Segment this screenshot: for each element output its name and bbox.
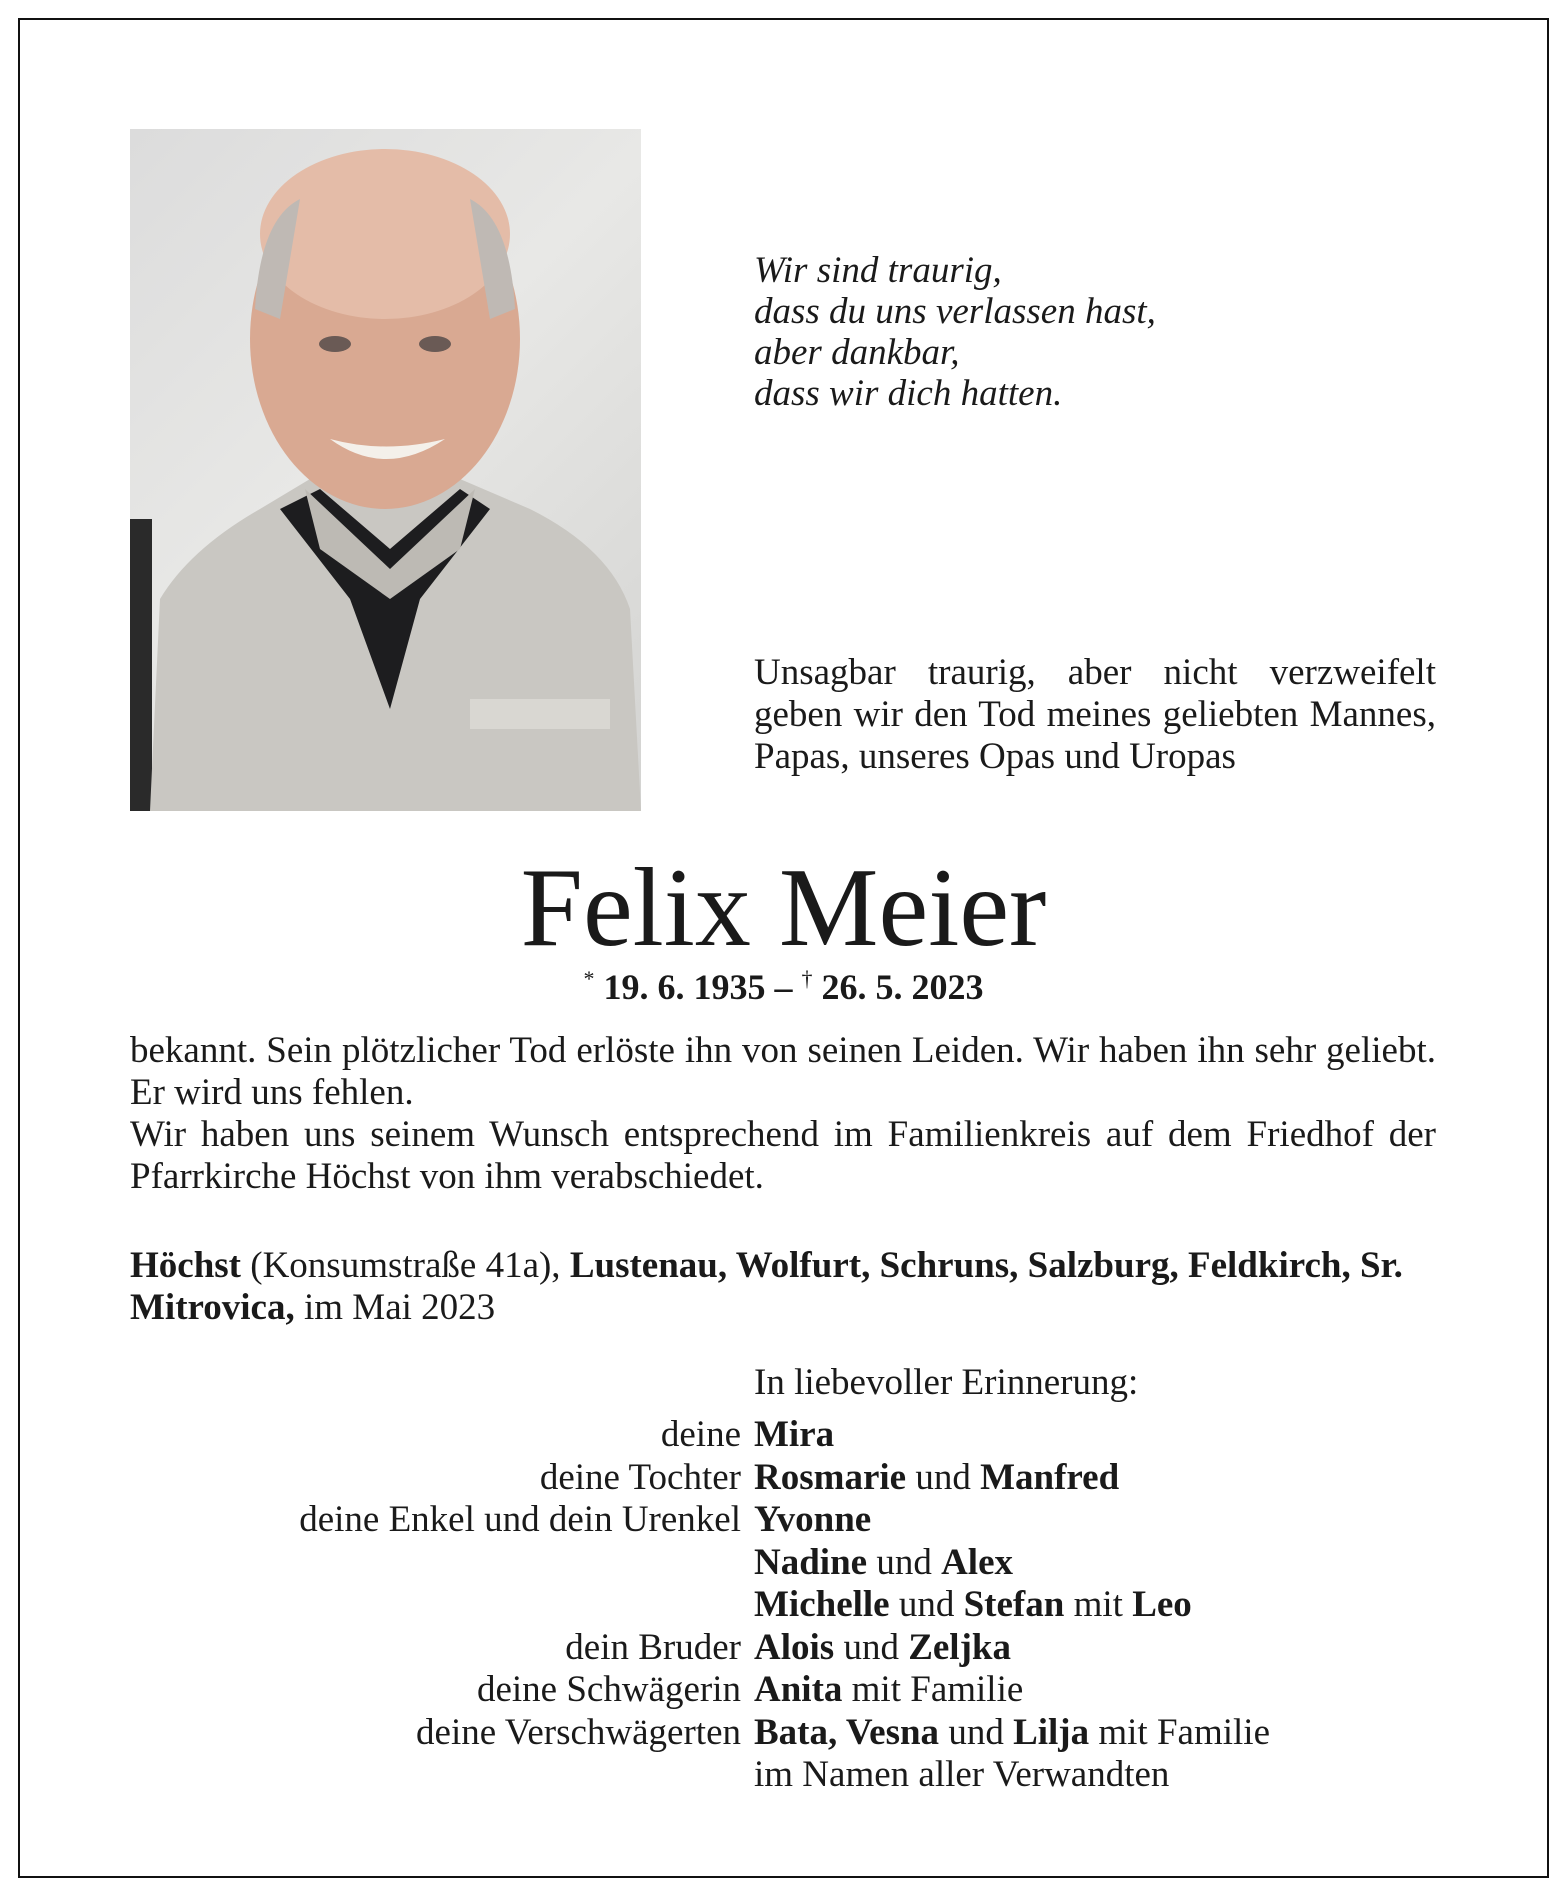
- mourner-relation: [130, 1584, 754, 1627]
- mourner-name: Stefan: [963, 1584, 1065, 1625]
- body-paragraph: bekannt. Sein plötzlicher Tod erlöste ihn von seinen Leiden. Wir haben ihn sehr geliebt. Er wird uns fehlen.: [130, 1030, 1436, 1113]
- mourner-row: [130, 1754, 1436, 1797]
- mourner-connector: und: [867, 1541, 942, 1583]
- portrait-photo: [130, 129, 641, 811]
- memorial-quote: [754, 250, 1156, 414]
- mourner-connector: mit Familie: [842, 1669, 1024, 1710]
- mourner-relation: deine Schwägerin: [476, 1669, 741, 1710]
- death-symbol: †: [801, 966, 813, 991]
- mourner-names: [754, 1669, 1436, 1712]
- quote-line: dass du uns verlassen hast,: [754, 291, 1156, 332]
- mourner-names: [754, 1627, 1436, 1670]
- mourner-name: Alex: [941, 1541, 1014, 1583]
- mourner-connector: und: [834, 1626, 909, 1668]
- quote-line: Wir sind traurig,: [754, 250, 1002, 291]
- life-dates: [0, 966, 1567, 1008]
- death-date: 26. 5. 2023: [821, 967, 984, 1007]
- mourner-names: [754, 1712, 1436, 1755]
- mourner-names: [754, 1414, 1436, 1457]
- mourner-names: [754, 1754, 1436, 1797]
- mourner-name: Zeljka: [908, 1626, 1011, 1668]
- mourner-connector: und: [939, 1711, 1014, 1753]
- mourner-relation: [130, 1754, 754, 1797]
- place-town: Höchst: [130, 1245, 241, 1286]
- mourner-name: Nadine: [754, 1541, 868, 1583]
- mourner-connector: im Namen aller Verwandten: [754, 1754, 1170, 1795]
- mourner-name: Alois: [754, 1626, 835, 1668]
- mourner-connector: mit: [1064, 1584, 1133, 1625]
- birth-symbol: *: [583, 966, 595, 991]
- mourner-names: [754, 1584, 1436, 1627]
- mourner-name: Michelle: [754, 1584, 890, 1625]
- mourner-name: Yvonne: [754, 1499, 872, 1540]
- mourner-name: Anita: [754, 1669, 843, 1710]
- birth-date: 19. 6. 1935: [603, 967, 766, 1007]
- intro-text: Unsagbar traurig, aber nicht verzweifelt geben wir den Tod meines geliebten Mannes, Papas, unseres Opas und Uropas: [754, 652, 1436, 777]
- mourner-connector: mit Familie: [1089, 1711, 1271, 1753]
- mourner-row: [130, 1542, 1436, 1585]
- quote-line: aber dankbar,: [754, 332, 960, 373]
- mourner-name: Bata, Vesna: [754, 1711, 940, 1753]
- body-text: [130, 1030, 1436, 1198]
- mourner-relation: deine Verschwägerten: [416, 1711, 741, 1753]
- mourner-connector: und: [889, 1584, 964, 1625]
- mourner-row: [130, 1627, 1436, 1670]
- mourner-connector: und: [906, 1456, 981, 1498]
- mourners-list: [130, 1414, 1436, 1797]
- place-others: Lustenau, Wolfurt, Schruns, Salzburg, Feldkirch, Sr. Mitrovica,: [130, 1245, 1403, 1328]
- mourner-row: [130, 1584, 1436, 1627]
- mourner-names: [754, 1499, 1436, 1542]
- mourner-name: Rosmarie: [754, 1456, 907, 1498]
- place-address: (Konsumstraße 41a),: [241, 1245, 570, 1286]
- body-paragraph: Wir haben uns seinem Wunsch entsprechend im Familienkreis auf dem Friedhof der Pfarrkirche Höchst von ihm verabschiedet.: [130, 1114, 1436, 1197]
- memory-heading: In liebevoller Erinnerung:: [754, 1362, 1139, 1403]
- mourner-row: [130, 1669, 1436, 1712]
- mourner-row: [130, 1712, 1436, 1755]
- mourner-name: Leo: [1132, 1584, 1192, 1625]
- date-separator: –: [765, 967, 802, 1007]
- mourner-relation: deine Enkel und dein Urenkel: [299, 1499, 741, 1540]
- mourner-names: [754, 1542, 1436, 1585]
- mourner-row: [130, 1499, 1436, 1542]
- mourner-name: Mira: [754, 1414, 835, 1455]
- deceased-name: Felix Meier: [520, 846, 1047, 970]
- quote-line: dass wir dich hatten.: [754, 373, 1063, 414]
- mourner-names: [754, 1457, 1436, 1500]
- mourner-name: Lilja: [1013, 1711, 1090, 1753]
- mourner-row: [130, 1414, 1436, 1457]
- mourner-relation: deine: [660, 1414, 741, 1455]
- mourner-relation: [130, 1542, 754, 1585]
- place-date: im Mai 2023: [294, 1287, 496, 1328]
- mourner-relation: dein Bruder: [565, 1626, 741, 1668]
- places-line: [130, 1245, 1436, 1329]
- mourner-name: Manfred: [980, 1456, 1120, 1498]
- mourner-row: [130, 1457, 1436, 1500]
- mourner-relation: deine Tochter: [539, 1456, 741, 1498]
